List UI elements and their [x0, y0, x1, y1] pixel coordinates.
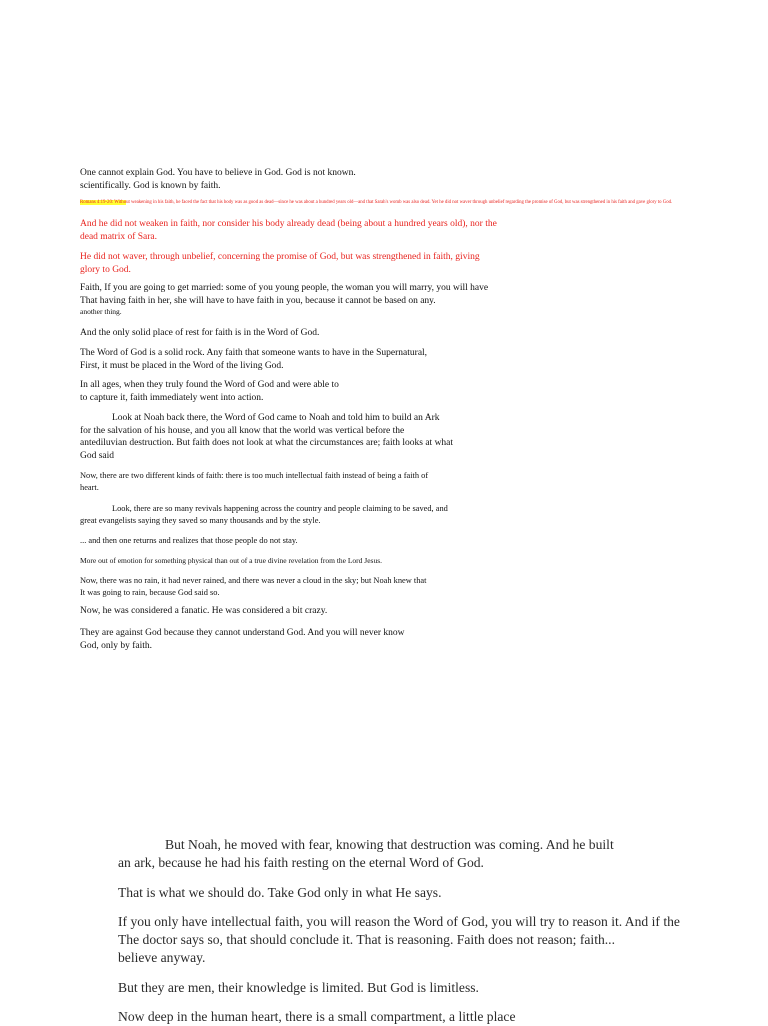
large-paragraph-3: [118, 913, 680, 967]
text-line: an ark, because he had his faith resting on the eternal Word of God.: [118, 855, 484, 870]
large-paragraph-1: [118, 836, 614, 872]
text-line: to capture it, faith immediately went into action.: [80, 392, 264, 403]
paragraph-7: [80, 470, 428, 494]
text-line: God, only by faith.: [80, 640, 153, 651]
text-line: But Noah, he moved with fear, knowing that destruction was coming. And he built: [165, 837, 614, 852]
text-line: Now deep in the human heart, there is a small compartment, a little place: [118, 1009, 516, 1024]
large-paragraph-5: [118, 1008, 515, 1026]
large-paragraph-2: [118, 884, 442, 902]
text-line: First, it must be placed in the Word of the living God.: [80, 360, 284, 371]
text-line: They are against God because they cannot understand God. And you will never know: [80, 628, 405, 638]
text-line: The Word of God is a solid rock. Any faith that someone wants to have in the Supernatural,: [80, 348, 428, 358]
text-line: But they are men, their knowledge is limited. But God is limitless.: [118, 980, 479, 995]
text-line: heart.: [80, 483, 99, 492]
highlighted-reference: Romans 4:19-20: Witho: [80, 200, 127, 205]
paragraph-11: [80, 575, 426, 599]
text-line: glory to God.: [80, 264, 131, 275]
text-line: It was going to rain, because God said so.: [80, 588, 220, 597]
text-line: He did not waver, through unbelief, concerning the promise of God, but was strengthened in faith, giving: [80, 252, 480, 262]
paragraph-2: [80, 282, 488, 317]
text-line: Faith, If you are going to get married: some of you young people, the woman you will marry, you will have: [80, 283, 489, 293]
text-line: Now, there was no rain, it had never rained, and there was never a cloud in the sky; but Noah knew that: [80, 576, 427, 585]
text-line: another thing.: [80, 307, 122, 316]
text-line: And the only solid place of rest for faith is in the Word of God.: [80, 328, 320, 338]
text-line: antediluvian destruction. But faith does not look at what the circumstances are; faith looks at what: [80, 438, 454, 448]
text-line: great evangelists saying they saved so many thousands and by the style.: [80, 516, 321, 525]
text-line: ... and then one returns and realizes that those people do not stay.: [80, 536, 298, 545]
text-line: believe anyway.: [118, 950, 206, 965]
paragraph-3: [80, 327, 319, 340]
text-line: God said: [80, 450, 115, 461]
text-line: And he did not weaken in faith, nor consider his body already dead (being about a hundred years old), nor the: [80, 219, 497, 229]
text-line: That having faith in her, she will have to have faith in you, because it cannot be based on any.: [80, 295, 436, 306]
text-line: More out of emotion for something physical than out of a true divine revelation from the Lord Jesus.: [80, 556, 383, 565]
text-line: Look, there are so many revivals happening across the country and people claiming to be saved, and: [112, 504, 448, 513]
red-paragraph-1: [80, 218, 497, 243]
text-line: In all ages, when they truly found the Word of God and were able to: [80, 380, 339, 390]
paragraph-12: [80, 605, 327, 618]
text-line: dead matrix of Sara.: [80, 231, 158, 242]
text-line: The doctor says so, that should conclude it. That is reasoning. Faith does not reason; faith...: [118, 932, 615, 947]
paragraph-13: [80, 627, 405, 652]
text-line: scientifically. God is known by faith.: [80, 180, 221, 191]
text-line: Look at Noah back there, the Word of God came to Noah and told him to build an Ark: [112, 413, 440, 423]
text-line: If you only have intellectual faith, you will reason the Word of God, you will try to reason it. And if the: [118, 914, 680, 929]
paragraph-6: [80, 412, 453, 462]
text-line: for the salvation of his house, and you all know that the world was vertical before the: [80, 425, 405, 436]
text-line: Now, he was considered a fanatic. He was considered a bit crazy.: [80, 606, 328, 616]
scripture-reference: [80, 199, 672, 206]
paragraph-4: [80, 347, 427, 372]
paragraph-1: [80, 167, 356, 192]
text-line: Now, there are two different kinds of faith: there is too much intellectual faith instead of being a faith of: [80, 471, 429, 480]
paragraph-5: [80, 379, 339, 404]
text-line: That is what we should do. Take God only in what He says.: [118, 885, 442, 900]
paragraph-9: [80, 535, 298, 547]
red-paragraph-2: [80, 251, 480, 276]
paragraph-8: [80, 503, 448, 527]
reference-text: ut weakening in his faith, he faced the fact that his body was as good as dead—since he was about a hundred years old—and that Sarah's womb was also dead. Yet he did not waver through unbelief regarding the promise of God, but was strengthened in his faith and gave glory to God.: [126, 200, 673, 205]
large-paragraph-4: [118, 979, 479, 997]
text-line: One cannot explain God. You have to believe in God. God is not known.: [80, 168, 356, 178]
paragraph-10: [80, 556, 382, 566]
